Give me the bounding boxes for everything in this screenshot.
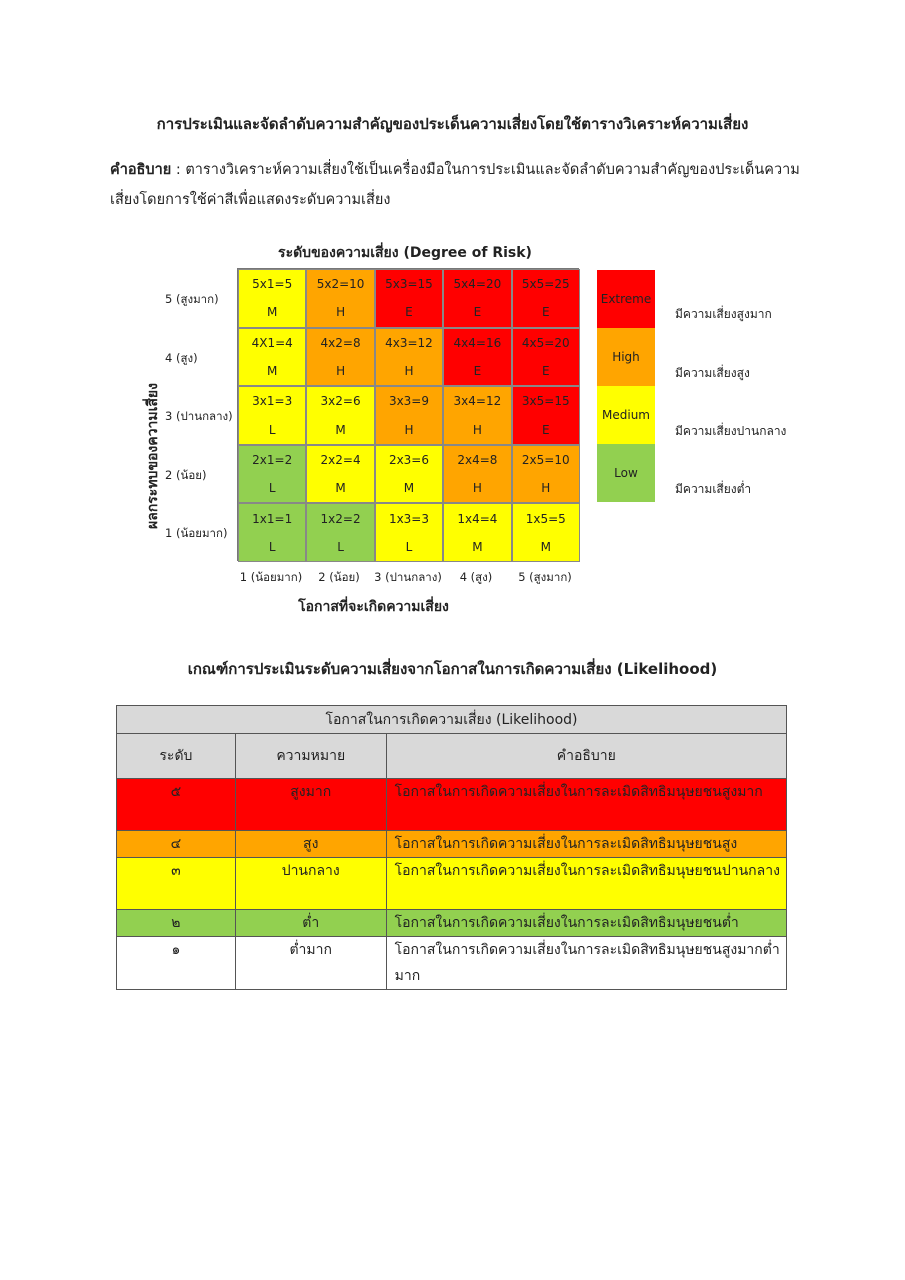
matrix-cell-formula: 1x3=3 [388, 511, 429, 526]
likelihood-meaning-cell: สูง [235, 831, 386, 858]
matrix-cell [512, 328, 580, 387]
likelihood-desc-cell: โอกาสในการเกิดความเสี่ยงในการละเมิดสิทธิมนุษยชนสูงมาก [386, 779, 786, 831]
x-tick-1: 1 (น้อยมาก) [239, 570, 303, 584]
matrix-cell [238, 386, 306, 445]
likelihood-desc-cell: โอกาสในการเกิดความเสี่ยงในการละเมิดสิทธิมนุษยชนปานกลาง [386, 858, 786, 910]
matrix-cell-formula: 3x3=9 [388, 394, 429, 409]
matrix-cell-level: H [404, 422, 414, 437]
matrix-cell-formula: 2x4=8 [457, 452, 498, 467]
matrix-cell-formula: 5x2=10 [316, 277, 365, 292]
matrix-cell-formula: 2x1=2 [252, 452, 293, 467]
matrix-cell [512, 445, 580, 504]
matrix-cell [375, 503, 443, 562]
matrix-cell-formula: 4x5=20 [521, 335, 570, 350]
matrix-cell-level: M [472, 539, 483, 554]
y-tick-3: 3 (ปานกลาง) [165, 409, 233, 423]
likelihood-row [117, 831, 787, 858]
matrix-cell [306, 445, 374, 504]
header-description: คำอธิบาย [386, 734, 786, 779]
matrix-cell-level: H [336, 364, 346, 379]
likelihood-row [117, 858, 787, 910]
legend-medium-swatch: Medium [597, 386, 655, 444]
y-axis-label: ผลกระทบของความเสี่ยง [145, 383, 161, 529]
risk-matrix-grid [237, 268, 579, 561]
matrix-cell-formula: 4x4=16 [453, 335, 502, 350]
likelihood-level-cell: ๔ [117, 831, 236, 858]
likelihood-desc-cell: โอกาสในการเกิดความเสี่ยงในการละเมิดสิทธิมนุษยชนต่ำ [386, 910, 786, 937]
legend-low-swatch: Low [597, 444, 655, 502]
matrix-cell-level: E [541, 305, 550, 320]
matrix-cell [238, 269, 306, 328]
header-meaning: ความหมาย [235, 734, 386, 779]
matrix-cell-formula: 3x4=12 [453, 394, 502, 409]
matrix-cell-formula: 4x2=8 [320, 335, 361, 350]
risk-matrix-title: ระดับของความเสี่ยง (Degree of Risk) [278, 245, 532, 261]
matrix-cell [443, 445, 511, 504]
matrix-cell-level: M [540, 539, 551, 554]
likelihood-meaning-cell: ปานกลาง [235, 858, 386, 910]
matrix-cell-formula: 4X1=4 [251, 335, 293, 350]
matrix-cell-formula: 1x2=2 [320, 511, 361, 526]
legend-low-text: มีความเสี่ยงต่ำ [675, 482, 752, 496]
y-tick-2: 2 (น้อย) [165, 468, 207, 482]
legend-high-swatch: High [597, 328, 655, 386]
matrix-cell-formula: 1x5=5 [525, 511, 566, 526]
description-paragraph [110, 155, 810, 215]
matrix-cell-level: M [267, 305, 278, 320]
matrix-cell-formula: 2x2=4 [320, 452, 361, 467]
matrix-cell [238, 445, 306, 504]
matrix-cell-formula: 4x3=12 [385, 335, 433, 350]
likelihood-level-cell: ๒ [117, 910, 236, 937]
matrix-cell-formula: 5x5=25 [521, 277, 570, 292]
matrix-cell [375, 445, 443, 504]
y-tick-4: 4 (สูง) [165, 351, 198, 365]
legend-medium-text: มีความเสี่ยงปานกลาง [675, 424, 787, 438]
matrix-cell [443, 269, 511, 328]
likelihood-table-title: โอกาสในการเกิดความเสี่ยง (Likelihood) [117, 706, 787, 734]
matrix-cell-level: M [335, 422, 346, 437]
matrix-cell [443, 503, 511, 562]
matrix-cell-formula: 2x3=6 [388, 452, 429, 467]
matrix-cell [375, 386, 443, 445]
matrix-cell-formula: 2x5=10 [521, 452, 570, 467]
likelihood-row [117, 910, 787, 937]
matrix-cell-level: H [541, 481, 551, 496]
matrix-cell-level: M [335, 481, 346, 496]
likelihood-meaning-cell: ต่ำ [235, 910, 386, 937]
matrix-cell [306, 328, 374, 387]
legend-extreme-swatch: Extreme [597, 270, 655, 328]
matrix-cell-level: L [268, 481, 276, 496]
matrix-cell [375, 269, 443, 328]
likelihood-level-cell: ๑ [117, 937, 236, 990]
likelihood-level-cell: ๕ [117, 779, 236, 831]
matrix-cell-formula: 3x2=6 [320, 394, 361, 409]
matrix-cell [443, 386, 511, 445]
likelihood-level-cell: ๓ [117, 858, 236, 910]
matrix-cell [238, 328, 306, 387]
matrix-cell [306, 503, 374, 562]
matrix-cell-level: H [472, 481, 482, 496]
matrix-cell-level: E [473, 305, 482, 320]
x-tick-2: 2 (น้อย) [318, 570, 360, 584]
matrix-cell-level: L [405, 539, 413, 554]
matrix-cell [375, 328, 443, 387]
likelihood-desc-cell: โอกาสในการเกิดความเสี่ยงในการละเมิดสิทธิมนุษยชนสูงมากต่ำมาก [386, 937, 786, 990]
likelihood-row [117, 937, 787, 990]
matrix-cell-formula: 5x3=15 [385, 277, 433, 292]
matrix-cell-formula: 5x4=20 [453, 277, 502, 292]
matrix-cell-formula: 1x4=4 [457, 511, 498, 526]
document-title: การประเมินและจัดลำดับความสำคัญของประเด็นความเสี่ยงโดยใช้ตารางวิเคราะห์ความเสี่ยง [156, 115, 749, 133]
matrix-cell-level: E [405, 305, 413, 320]
matrix-cell [512, 503, 580, 562]
matrix-cell-formula: 3x1=3 [252, 394, 293, 409]
matrix-cell-level: L [268, 422, 276, 437]
legend-high-text: มีความเสี่ยงสูง [675, 366, 750, 380]
matrix-cell-level: L [337, 539, 344, 554]
x-tick-5: 5 (สูงมาก) [518, 570, 572, 584]
matrix-cell-formula: 5x1=5 [252, 277, 293, 292]
matrix-cell-level: H [336, 305, 346, 320]
likelihood-table [116, 705, 787, 990]
description-text: : ตารางวิเคราะห์ความเสี่ยงใช้เป็นเครื่องมือในการประเมินและจัดลำดับความสำคัญของประเด็นความเสี่ยงโดยการใช้ค่าสีเพื่อแสดงระดับความเสี่ยง [110, 162, 800, 208]
likelihood-row [117, 779, 787, 831]
matrix-cell-level: M [267, 364, 278, 379]
legend-extreme-text: มีความเสี่ยงสูงมาก [675, 307, 772, 321]
likelihood-desc-cell: โอกาสในการเกิดความเสี่ยงในการละเมิดสิทธิมนุษยชนสูง [386, 831, 786, 858]
header-level: ระดับ [117, 734, 236, 779]
matrix-cell-level: H [404, 364, 414, 379]
x-axis-label: โอกาสที่จะเกิดความเสี่ยง [298, 599, 449, 615]
matrix-cell-level: M [403, 481, 415, 496]
likelihood-meaning-cell: ต่ำมาก [235, 937, 386, 990]
matrix-cell [238, 503, 306, 562]
matrix-cell-level: E [541, 422, 550, 437]
likelihood-heading: เกณฑ์การประเมินระดับความเสี่ยงจากโอกาสในการเกิดความเสี่ยง (Likelihood) [187, 660, 718, 678]
x-tick-3: 3 (ปานกลาง) [374, 570, 442, 584]
x-tick-4: 4 (สูง) [459, 570, 493, 584]
matrix-cell-level: E [473, 364, 482, 379]
matrix-cell [512, 269, 580, 328]
matrix-cell [512, 386, 580, 445]
matrix-cell-level: H [472, 422, 482, 437]
y-tick-5: 5 (สูงมาก) [165, 292, 219, 306]
matrix-cell-level: E [541, 364, 550, 379]
likelihood-meaning-cell: สูงมาก [235, 779, 386, 831]
matrix-cell-formula: 1x1=1 [252, 511, 293, 526]
y-tick-1: 1 (น้อยมาก) [165, 526, 228, 540]
matrix-cell-formula: 3x5=15 [521, 394, 570, 409]
matrix-cell [306, 269, 374, 328]
matrix-cell-level: L [268, 539, 276, 554]
matrix-cell [443, 328, 511, 387]
matrix-cell [306, 386, 374, 445]
description-label: คำอธิบาย [110, 162, 172, 178]
